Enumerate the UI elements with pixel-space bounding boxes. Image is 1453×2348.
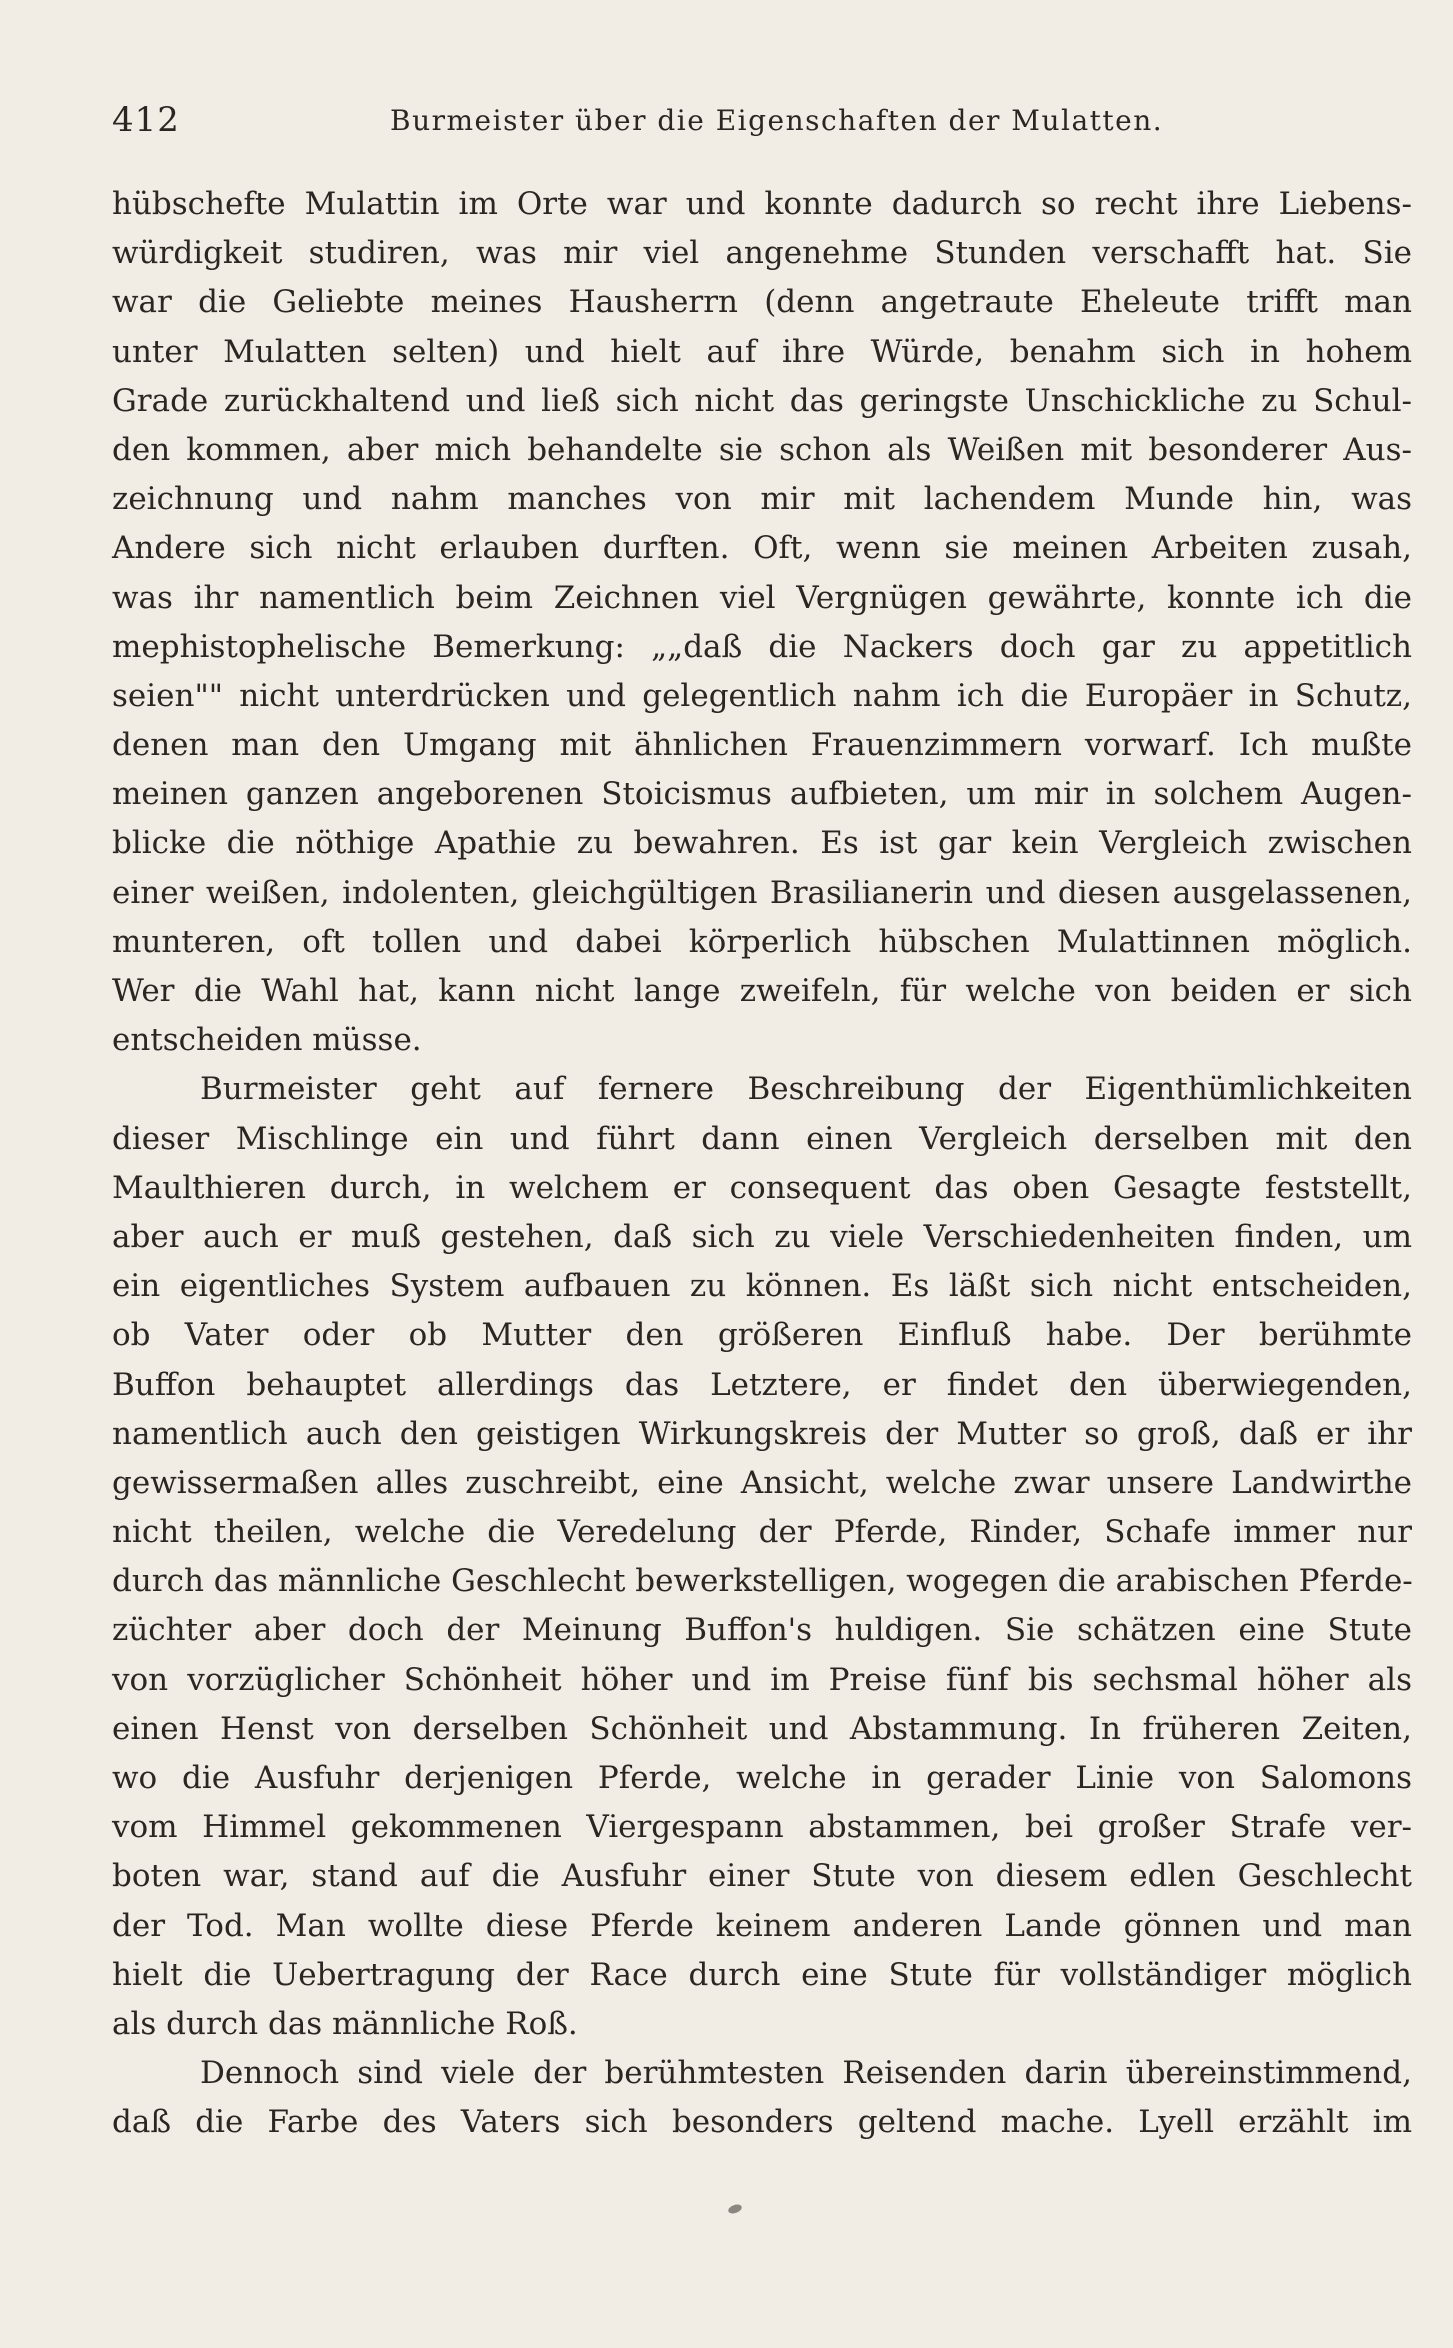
text-line: Grade zurückhaltend und ließ sich nicht das geringste Unschickliche zu Schul- [112, 382, 1412, 419]
text-line: Wer die Wahl hat, kann nicht lange zweifeln, für welche von beiden er sich [112, 973, 1412, 1009]
text-line: einen Henst von derselben Schönheit und Abstammung. In früheren Zeiten, [112, 1710, 1412, 1747]
text-line: denen man den Umgang mit ähnlichen Frauenzimmern vorwarf. Ich mußte [112, 727, 1412, 764]
text-line: war die Geliebte meines Hausherrn (denn angetraute Eheleute trifft man [112, 284, 1412, 321]
text-line: vom Himmel gekommenen Viergespann abstammen, bei großer Strafe ver- [112, 1809, 1412, 1846]
text-line: züchter aber doch der Meinung Buffon's huldigen. Sie schätzen eine Stute [112, 1612, 1412, 1649]
text-line: meinen ganzen angeborenen Stoicismus aufbieten, um mir in solchem Augen- [112, 776, 1412, 813]
text-line: durch das männliche Geschlecht bewerkstelligen, wogegen die arabischen Pferde- [112, 1563, 1413, 1600]
text-line: boten war, stand auf die Ausfuhr einer Stute von diesem edlen Geschlecht [112, 1858, 1412, 1895]
text-line: hielt die Uebertragung der Race durch eine Stute für vollständiger möglich [112, 1956, 1412, 1993]
body-text [112, 180, 1412, 2148]
text-line: ob Vater oder ob Mutter den größeren Einfluß habe. Der berühmte [112, 1317, 1412, 1354]
running-title: Burmeister über die Eigenschaften der Mulatten. [390, 104, 1164, 137]
text-line: munteren, oft tollen und dabei körperlich hübschen Mulattinnen möglich. [112, 923, 1412, 960]
text-line: aber auch er muß gestehen, daß sich zu viele Verschiedenheiten finden, um [112, 1218, 1412, 1255]
text-line: hübschefte Mulattin im Orte war und konnte dadurch so recht ihre Liebens- [112, 186, 1412, 222]
text-line: nicht theilen, welche die Veredelung der Pferde, Rinder, Schafe immer nur [112, 1514, 1412, 1551]
text-line: Dennoch sind viele der berühmtesten Reisenden darin übereinstimmend, [200, 2055, 1412, 2092]
text-line: was ihr namentlich beim Zeichnen viel Vergnügen gewährte, konnte ich die [112, 579, 1412, 616]
text-line: mephistophelische Bemerkung: „„daß die Nackers doch gar zu appetitlich [112, 628, 1412, 665]
text-line: namentlich auch den geistigen Wirkungskreis der Mutter so groß, daß er ihr [112, 1415, 1412, 1452]
text-line: den kommen, aber mich behandelte sie schon als Weißen mit besonderer Aus- [112, 431, 1412, 468]
text-line: seien"" nicht unterdrücken und gelegentlich nahm ich die Europäer in Schutz, [112, 677, 1412, 714]
text-line: einer weißen, indolenten, gleichgültigen Brasilianerin und diesen ausgelassenen, [112, 874, 1412, 911]
text-line: wo die Ausfuhr derjenigen Pferde, welche in gerader Linie von Salomons [112, 1760, 1412, 1796]
text-line: Burmeister geht auf fernere Beschreibung der Eigenthümlichkeiten [200, 1071, 1412, 1108]
text-line: unter Mulatten selten) und hielt auf ihre Würde, benahm sich in hohem [112, 333, 1412, 370]
page-header [112, 100, 1402, 144]
text-line: würdigkeit studiren, was mir viel angenehme Stunden verschafft hat. Sie [112, 235, 1412, 272]
page-number: 412 [112, 100, 180, 140]
ink-speck [727, 2203, 743, 2215]
text-line: blicke die nöthige Apathie zu bewahren. Es ist gar kein Vergleich zwischen [112, 825, 1412, 862]
text-line: daß die Farbe des Vaters sich besonders geltend mache. Lyell erzählt im [112, 2104, 1412, 2141]
text-line: als durch das männliche Roß. [112, 2005, 578, 2042]
text-line: Buffon behauptet allerdings das Letztere, er findet den überwiegenden, [112, 1366, 1412, 1403]
text-line: gewissermaßen alles zuschreibt, eine Ansicht, welche zwar unsere Landwirthe [112, 1464, 1412, 1501]
text-line: der Tod. Man wollte diese Pferde keinem anderen Lande gönnen und man [112, 1907, 1412, 1944]
text-line: Andere sich nicht erlauben durften. Oft, wenn sie meinen Arbeiten zusah, [112, 530, 1412, 567]
text-line: dieser Mischlinge ein und führt dann einen Vergleich derselben mit den [112, 1120, 1412, 1157]
text-line: zeichnung und nahm manches von mir mit lachendem Munde hin, was [112, 481, 1412, 518]
text-line: entscheiden müsse. [112, 1022, 422, 1059]
text-line: von vorzüglicher Schönheit höher und im Preise fünf bis sechsmal höher als [112, 1661, 1412, 1698]
text-line: ein eigentliches System aufbauen zu können. Es läßt sich nicht entscheiden, [112, 1268, 1412, 1305]
text-line: Maulthieren durch, in welchem er consequent das oben Gesagte feststellt, [112, 1169, 1412, 1206]
